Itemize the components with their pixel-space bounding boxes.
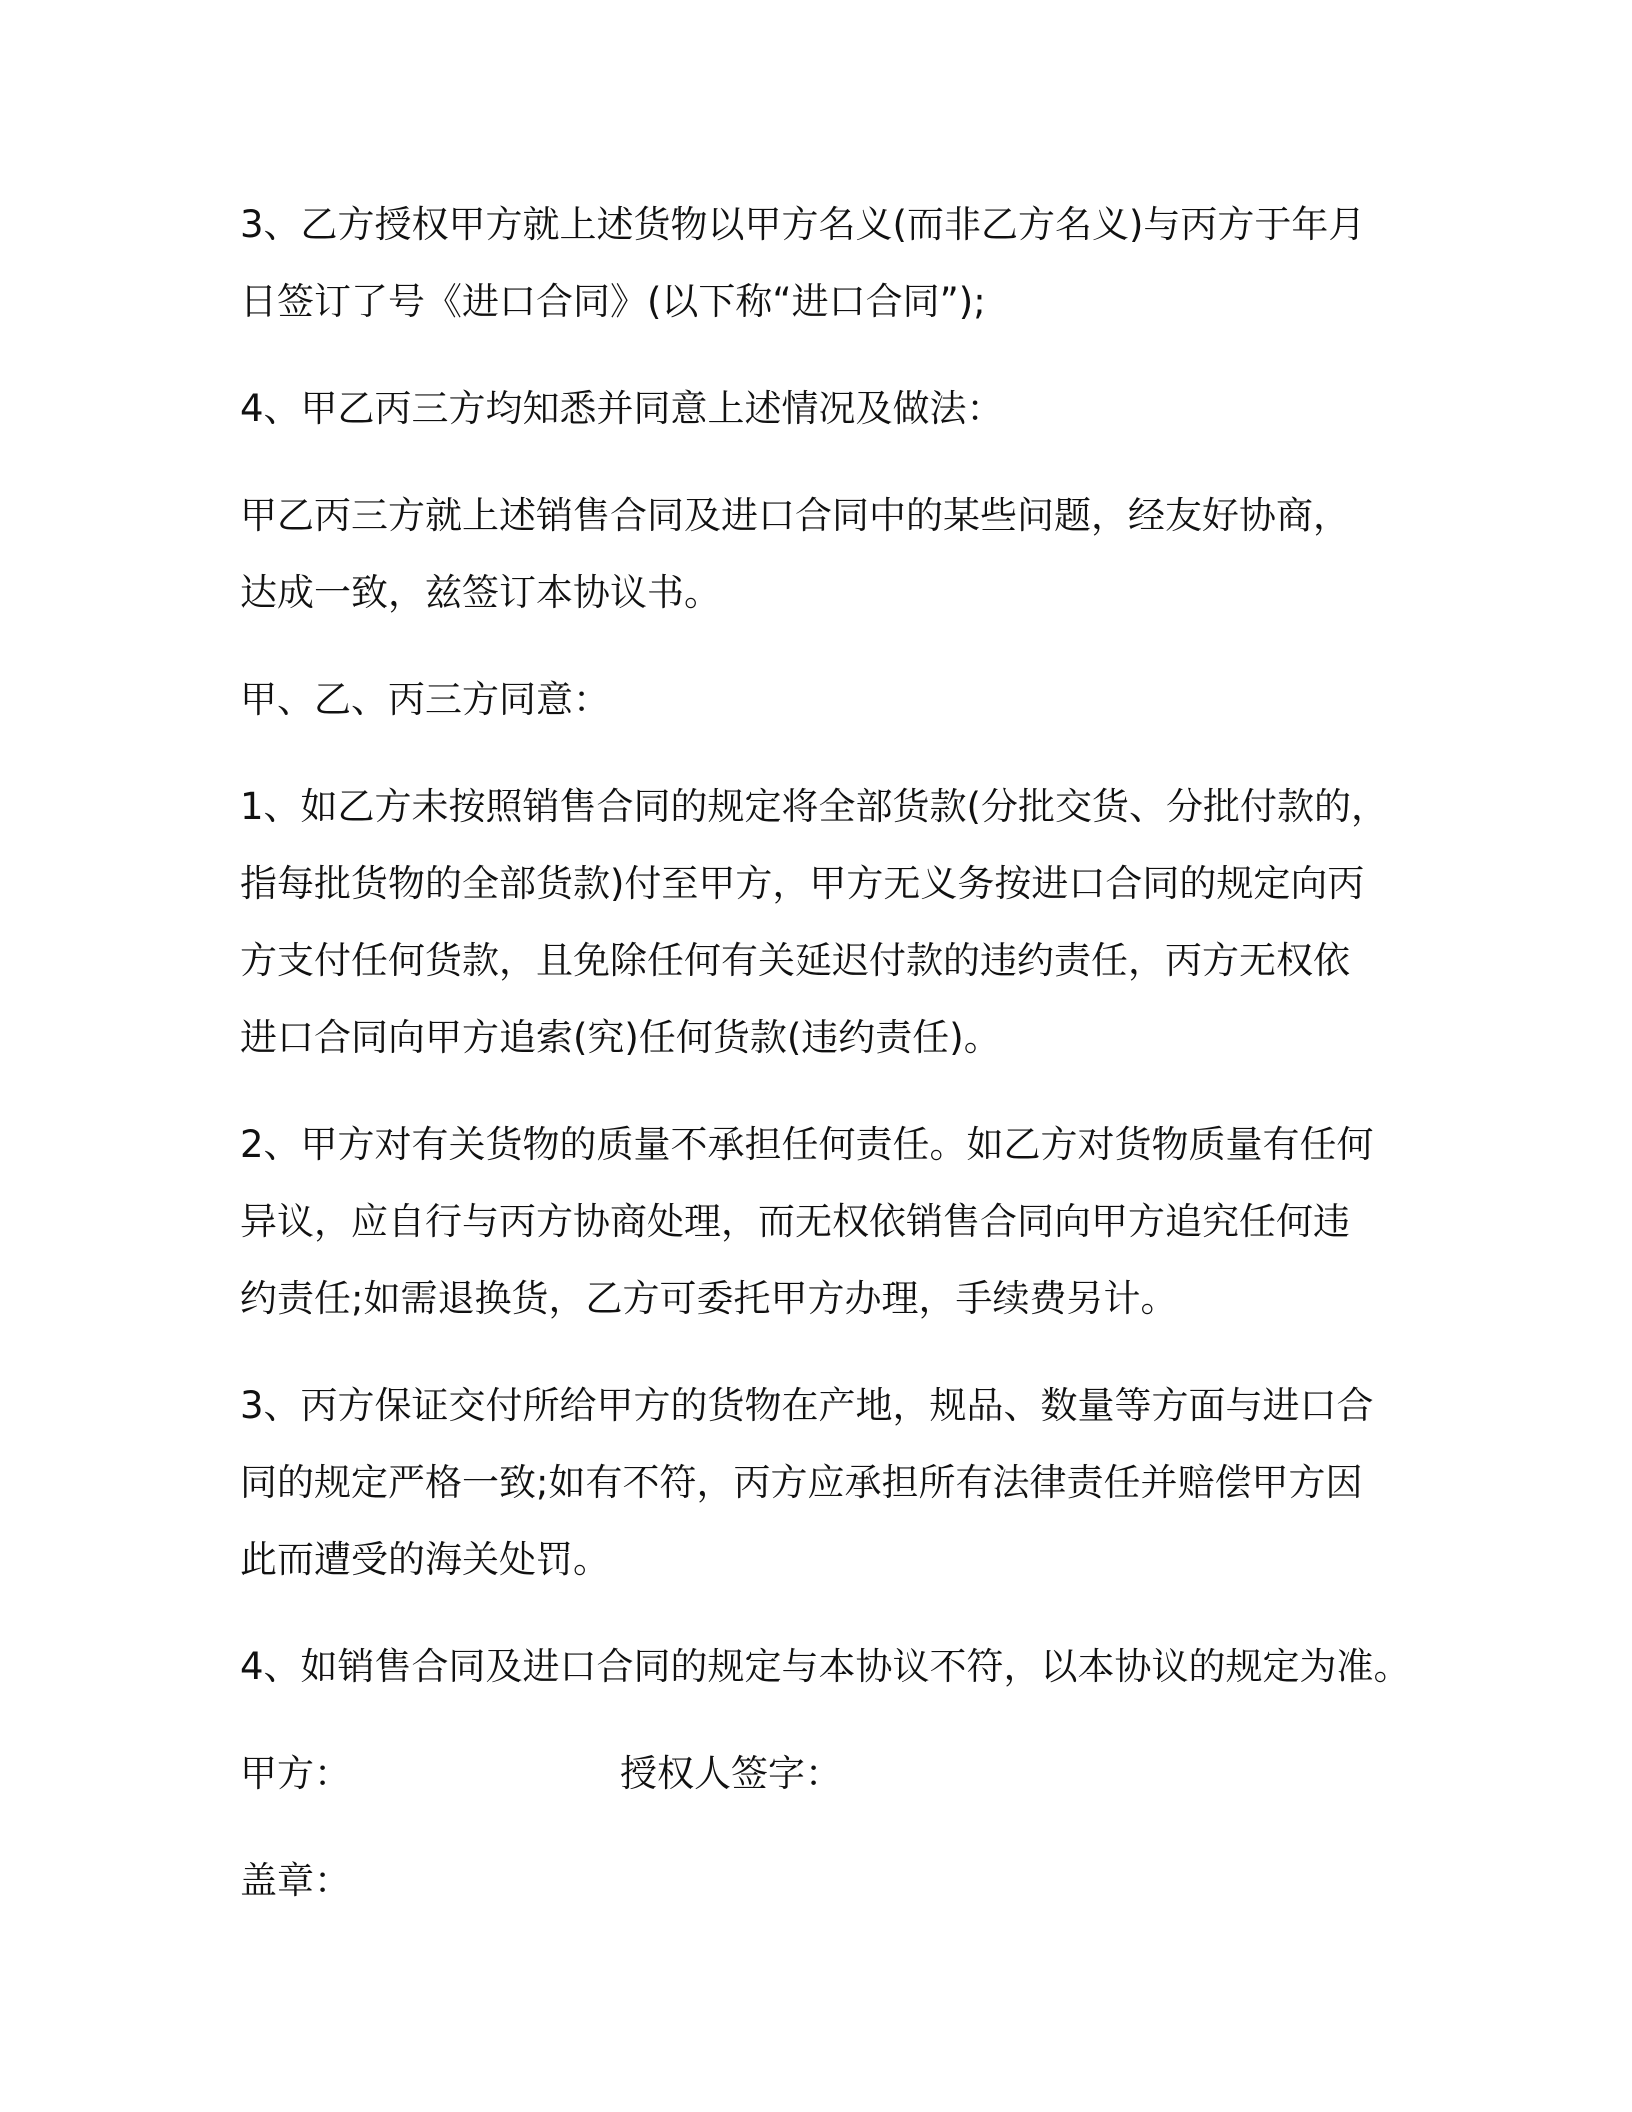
text-line: 1、如乙方未按照销售合同的规定将全部货款(分批交货、分批付款的，	[240, 785, 1388, 828]
text-line: 2、甲方对有关货物的质量不承担任何责任。如乙方对货物质量有任何	[240, 1123, 1374, 1166]
text-line: 甲、乙、丙三方同意：	[240, 678, 610, 721]
text-line: 3、丙方保证交付所给甲方的货物在产地，规品、数量等方面与进口合	[240, 1384, 1374, 1427]
text-line: 3、乙方授权甲方就上述货物以甲方名义(而非乙方名义)与丙方于年月	[240, 203, 1366, 246]
paragraph-term-3-conformity	[240, 1367, 1440, 1598]
seal-row	[240, 1842, 1440, 1919]
paragraph-parties-agree	[240, 661, 1440, 738]
text-line: 进口合同向甲方追索(究)任何货款(违约责任)。	[240, 1016, 1001, 1059]
text-line: 甲乙丙三方就上述销售合同及进口合同中的某些问题，经友好协商，	[240, 494, 1350, 537]
paragraph-term-2-quality	[240, 1106, 1440, 1337]
text-line: 指每批货物的全部货款)付至甲方，甲方无义务按进口合同的规定向丙	[240, 862, 1365, 905]
paragraph-clause-3-authorization	[240, 186, 1440, 340]
text-line: 达成一致，兹签订本协议书。	[240, 571, 721, 614]
text-line: 约责任;如需退换货，乙方可委托甲方办理，手续费另计。	[240, 1277, 1178, 1320]
text-line: 4、如销售合同及进口合同的规定与本协议不符，以本协议的规定为准。	[240, 1645, 1411, 1688]
party-a-label: 甲方：	[240, 1752, 351, 1795]
paragraph-term-1-payment	[240, 768, 1440, 1076]
document-body	[240, 186, 1440, 1949]
text-line: 此而遭受的海关处罚。	[240, 1538, 610, 1581]
seal-label: 盖章：	[240, 1859, 351, 1902]
paragraph-clause-4-acknowledgement	[240, 370, 1440, 447]
paragraph-term-4-precedence	[240, 1628, 1440, 1705]
text-line: 方支付任何货款，且免除任何有关延迟付款的违约责任，丙方无权依	[240, 939, 1350, 982]
text-line: 日签订了号《进口合同》(以下称“进口合同”);	[240, 280, 986, 323]
signature-row	[240, 1735, 1440, 1812]
paragraph-agreement-intro	[240, 477, 1440, 631]
text-line: 4、甲乙丙三方均知悉并同意上述情况及做法：	[240, 387, 1004, 430]
text-line: 异议，应自行与丙方协商处理，而无权依销售合同向甲方追究任何违	[240, 1200, 1350, 1243]
text-line: 同的规定严格一致;如有不符，丙方应承担所有法律责任并赔偿甲方因	[240, 1461, 1363, 1504]
authorized-signature-label: 授权人签字：	[620, 1752, 842, 1795]
